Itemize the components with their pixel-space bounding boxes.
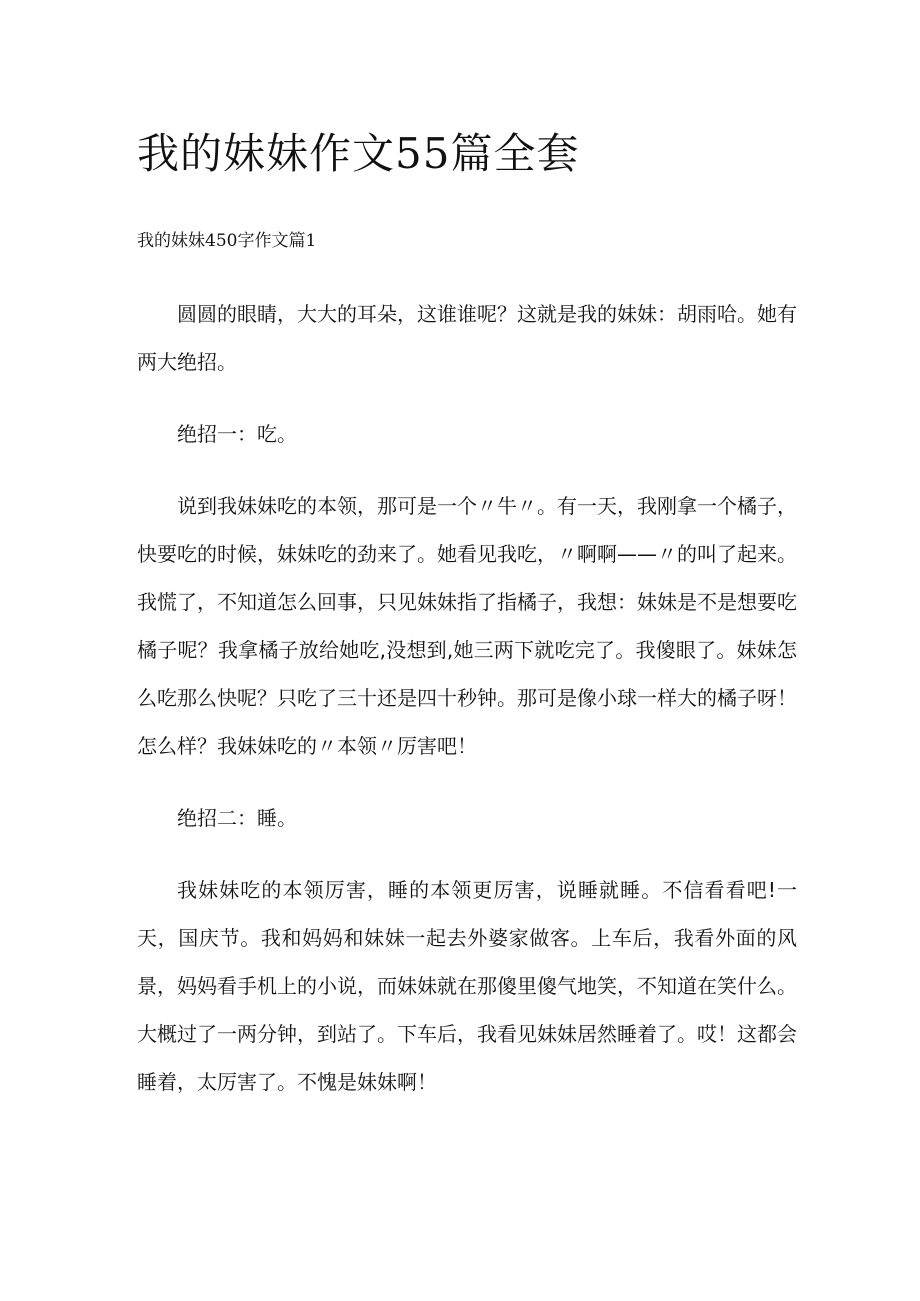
- document-title: 我的妹妹作文55篇全套: [137, 129, 580, 178]
- paragraph-intro: 圆圆的眼睛，大大的耳朵，这谁谁呢？这就是我的妹妹：胡雨哈。她有两大绝招。: [137, 302, 797, 374]
- paragraph-sleeping: 我妹妹吃的本领厉害，睡的本领更厉害，说睡就睡。不信看看吧!一天，国庆节。我和妈妈和妹妹一起去外婆家做客。上车后，我看外面的风景，妈妈看手机上的小说，而妹妹就在那傻里傻气地笑，不知道在笑什么。大概过了一两分钟，到站了。下车后，我看见妹妹居然睡着了。哎！这都会睡着，太厉害了。不愧是妹妹啊！: [137, 878, 797, 1094]
- paragraph-eating: 说到我妹妹吃的本领，那可是一个〃牛〃。有一天，我刚拿一个橘子，快要吃的时候，妹妹吃的劲来了。她看见我吃，〃啊啊——〃的叫了起来。我慌了，不知道怎么回事，只见妹妹指了指橘子，我想：妹妹是不是想要吃橘子呢？我拿橘子放给她吃,没想到,她三两下就吃完了。我傻眼了。妹妹怎么吃那么快呢？只吃了三十还是四十秒钟。那可是像小球一样大的橘子呀！怎么样？我妹妹吃的〃本领〃厉害吧！: [137, 494, 797, 758]
- paragraph-skill-one-heading: 绝招一：吃。: [177, 422, 297, 446]
- paragraph-skill-two-heading: 绝招二：睡。: [177, 806, 297, 830]
- essay-subtitle: 我的妹妹450字作文篇1: [137, 231, 317, 251]
